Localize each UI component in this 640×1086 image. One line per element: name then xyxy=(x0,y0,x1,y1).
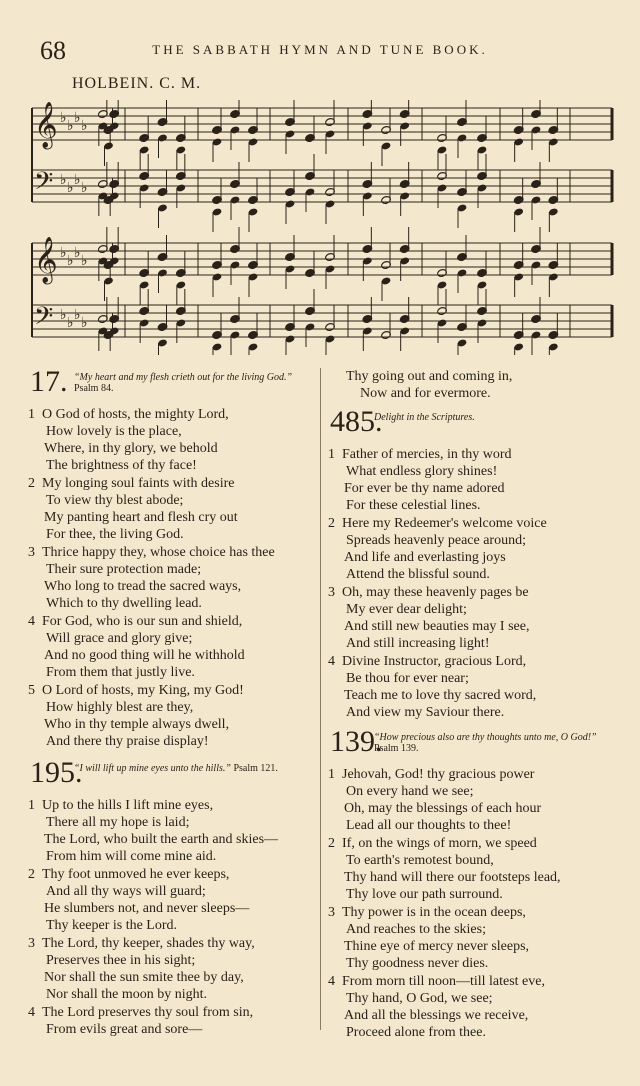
verse-line-text: And all the blessings we receive, xyxy=(344,1008,529,1023)
verse-line xyxy=(328,904,618,921)
flat-icon: ♭ xyxy=(60,111,67,126)
hymn-number: 17. xyxy=(30,365,68,398)
verse-line-text: And life and everlasting joys xyxy=(344,550,506,565)
verse-line xyxy=(328,783,618,800)
treble-clef-icon: 𝄞 xyxy=(34,237,58,282)
verse-line xyxy=(28,475,318,492)
verse xyxy=(28,544,318,612)
hymn-header xyxy=(28,365,318,404)
verse-line xyxy=(28,526,318,543)
verse-line-text: My longing soul faints with desire xyxy=(42,476,235,491)
verse-line-text: Oh, may these heavenly pages be xyxy=(342,585,529,600)
continuation-line: Now and for evermore. xyxy=(360,386,491,401)
verse-line xyxy=(328,973,618,990)
running-head: THE SABBATH HYMN AND TUNE BOOK. xyxy=(152,42,488,57)
verse-number: 2 xyxy=(28,476,35,491)
bass-clef-icon: 𝄢 xyxy=(34,168,54,201)
hymn-header xyxy=(28,756,318,795)
flat-icon: ♭ xyxy=(81,254,88,269)
verse-line-text: The Lord, thy keeper, shades thy way, xyxy=(42,936,255,951)
verse xyxy=(28,475,318,543)
verse-line-text: Which to thy dwelling lead. xyxy=(46,596,202,611)
verse-line xyxy=(328,670,618,687)
verse-line xyxy=(28,733,318,750)
verse-line xyxy=(328,566,618,583)
flat-icon: ♭ xyxy=(74,111,81,126)
hymn-header xyxy=(328,725,618,764)
verse-line-text: To view thy blest abode; xyxy=(46,493,184,508)
verse xyxy=(28,1004,318,1038)
verse-line xyxy=(328,584,618,601)
verse-line-text: Nor shall the sun smite thee by day, xyxy=(44,970,244,985)
verse-line xyxy=(28,664,318,681)
verse-line xyxy=(28,544,318,561)
verse-line xyxy=(328,835,618,852)
verse-line xyxy=(28,682,318,699)
continuation-line: Thy going out and coming in, xyxy=(346,369,513,384)
treble-clef-icon: 𝄞 xyxy=(34,102,58,147)
verse-line xyxy=(28,935,318,952)
verse-line-text: Jehovah, God! thy gracious power xyxy=(342,767,535,782)
verse-line xyxy=(328,800,618,817)
verse-line-text: Thy goodness never dies. xyxy=(346,956,489,971)
verse-line xyxy=(28,986,318,1003)
verse-line xyxy=(28,578,318,595)
flat-icon: ♭ xyxy=(74,173,81,188)
verse-line-text: What endless glory shines! xyxy=(346,464,498,479)
flat-icon: ♭ xyxy=(74,308,81,323)
verse-line-text: And still increasing light! xyxy=(346,636,490,651)
flat-icon: ♭ xyxy=(60,246,67,261)
verse-line-text: For God, who is our sun and shield, xyxy=(42,614,243,629)
hymn-quote-text: “My heart and my flesh crieth out for the living God.” xyxy=(74,372,293,383)
verse-line xyxy=(28,1004,318,1021)
verse-line xyxy=(28,831,318,848)
verse-number: 4 xyxy=(28,614,35,629)
hymn-epigraph xyxy=(74,372,314,394)
flat-icon: ♭ xyxy=(81,181,88,196)
verse-line xyxy=(28,814,318,831)
verse-line xyxy=(328,653,618,670)
column-divider xyxy=(320,368,321,1030)
verse-line-text: Their sure protection made; xyxy=(46,562,202,577)
bass-clef-icon: 𝄢 xyxy=(34,303,54,336)
verse-line-text: And reaches to the skies; xyxy=(346,922,486,937)
verse-line-text: He slumbers not, and never sleeps— xyxy=(44,901,250,916)
verse-line xyxy=(328,955,618,972)
verse-line-text: Teach me to love thy sacred word, xyxy=(344,688,537,703)
hymn-epigraph xyxy=(374,412,614,423)
verse-line xyxy=(328,635,618,652)
verse-line xyxy=(28,883,318,900)
verse xyxy=(328,835,618,903)
verse-line xyxy=(28,1021,318,1038)
verse-line xyxy=(28,866,318,883)
verse-line-text: And no good thing will he withhold xyxy=(44,648,245,663)
verse xyxy=(328,446,618,514)
flat-icon: ♭ xyxy=(60,173,67,188)
verse-number: 4 xyxy=(328,654,335,669)
verse-line-text: For ever be thy name adored xyxy=(344,481,505,496)
verse-line-text: Thy hand, O God, we see; xyxy=(346,991,493,1006)
hymn-reference: Psalm 121. xyxy=(233,763,278,774)
verse-line xyxy=(28,457,318,474)
verse-line-text: Attend the blissful sound. xyxy=(346,567,490,582)
verse-line-text: Thy foot unmoved he ever keeps, xyxy=(42,867,230,882)
verse-line xyxy=(328,766,618,783)
verse-line xyxy=(328,886,618,903)
verse-line-text: Thy hand will there our footsteps lead, xyxy=(344,870,561,885)
verse-line xyxy=(28,716,318,733)
flat-icon: ♭ xyxy=(67,254,74,269)
verse xyxy=(28,866,318,934)
verse-line xyxy=(28,613,318,630)
verse-line-text: The Lord preserves thy soul from sin, xyxy=(42,1005,254,1020)
verse xyxy=(328,515,618,583)
verse-line-text: Proceed alone from thee. xyxy=(346,1025,486,1040)
verse-line-text: O Lord of hosts, my King, my God! xyxy=(42,683,244,698)
verse-line xyxy=(28,797,318,814)
hymn-quote-text: Delight in the Scriptures. xyxy=(374,412,475,423)
verse-line xyxy=(28,699,318,716)
verse-line-text: Thy keeper is the Lord. xyxy=(46,918,178,933)
hymn-quote-text: “I will lift up mine eyes unto the hills.” xyxy=(74,763,231,774)
music-score xyxy=(30,100,620,355)
verse-line xyxy=(28,952,318,969)
verse-line-text: And still new beauties may I see, xyxy=(344,619,530,634)
verse-number: 2 xyxy=(328,836,335,851)
verse-line xyxy=(328,601,618,618)
verse-line xyxy=(28,595,318,612)
verse xyxy=(28,613,318,681)
verse-line-text: My panting heart and flesh cry out xyxy=(44,510,238,525)
verse-line xyxy=(328,990,618,1007)
verse-line xyxy=(28,561,318,578)
verse-line xyxy=(328,921,618,938)
verse-line-text: Here my Redeemer's welcome voice xyxy=(342,516,547,531)
verse-line xyxy=(328,497,618,514)
verse-line-text: Oh, may the blessings of each hour xyxy=(344,801,542,816)
verse-line xyxy=(28,423,318,440)
verse-line-text: On every hand we see; xyxy=(346,784,474,799)
verse-number: 1 xyxy=(328,447,335,462)
verse-line xyxy=(328,938,618,955)
verse-line xyxy=(28,647,318,664)
verse xyxy=(328,973,618,1041)
verse-line-text: Up to the hills I lift mine eyes, xyxy=(42,798,214,813)
verse-number: 1 xyxy=(28,407,35,422)
verse-line xyxy=(28,900,318,917)
verse xyxy=(328,904,618,972)
verse-line-text: To earth's remotest bound, xyxy=(346,853,494,868)
hymn-epigraph xyxy=(374,732,614,754)
verse-line-text: Preserves thee in his sight; xyxy=(46,953,196,968)
verse-line-text: Divine Instructor, gracious Lord, xyxy=(342,654,527,669)
verse-line-text: And all thy ways will guard; xyxy=(46,884,206,899)
verse-line xyxy=(28,406,318,423)
right-column xyxy=(328,368,618,1042)
verse-number: 4 xyxy=(328,974,335,989)
verse-number: 3 xyxy=(28,545,35,560)
flat-icon: ♭ xyxy=(81,119,88,134)
hymn-epigraph xyxy=(74,763,314,774)
verse xyxy=(28,406,318,474)
tune-title: HOLBEIN. C. M. xyxy=(72,75,202,92)
verse-line-text: Be thou for ever near; xyxy=(346,671,469,686)
verse-line xyxy=(328,817,618,834)
flat-icon: ♭ xyxy=(67,181,74,196)
verse-line xyxy=(328,704,618,721)
verse-line-text: From evils great and sore— xyxy=(46,1022,203,1037)
verse-number: 5 xyxy=(28,683,35,698)
flat-icon: ♭ xyxy=(60,308,67,323)
verse-number: 3 xyxy=(328,585,335,600)
verse-line xyxy=(328,515,618,532)
verse-line-text: And view my Saviour there. xyxy=(346,705,505,720)
verse-line-text: If, on the wings of morn, we speed xyxy=(342,836,537,851)
verse-line-text: From him will come mine aid. xyxy=(46,849,217,864)
left-column xyxy=(28,365,318,1039)
verse-line xyxy=(328,463,618,480)
verse-line xyxy=(328,1007,618,1024)
verse-line-text: My ever dear delight; xyxy=(346,602,467,617)
verse-line-text: O God of hosts, the mighty Lord, xyxy=(42,407,229,422)
verse-line-text: There all my hope is laid; xyxy=(46,815,190,830)
hymn-number: 139. xyxy=(330,725,383,758)
verse xyxy=(28,935,318,1003)
verse-number: 2 xyxy=(328,516,335,531)
verse-line xyxy=(28,848,318,865)
flat-icon: ♭ xyxy=(74,246,81,261)
verse-line-text: For thee, the living God. xyxy=(46,527,184,542)
verse-line xyxy=(28,969,318,986)
verse-line xyxy=(328,852,618,869)
verse xyxy=(328,653,618,721)
verse-line-text: How lovely is the place, xyxy=(46,424,182,439)
verse-line xyxy=(28,509,318,526)
flat-icon: ♭ xyxy=(81,316,88,331)
verse-line xyxy=(28,492,318,509)
verse-line xyxy=(28,630,318,647)
verse-line xyxy=(328,549,618,566)
verse xyxy=(28,682,318,750)
verse-line-text: Thy power is in the ocean deeps, xyxy=(342,905,526,920)
verse-number: 1 xyxy=(28,798,35,813)
flat-icon: ♭ xyxy=(67,316,74,331)
verse-line-text: Thrice happy they, whose choice has thee xyxy=(42,545,275,560)
verse-line-text: And there thy praise display! xyxy=(46,734,209,749)
verse xyxy=(328,584,618,652)
verse-line-text: Where, in thy glory, we behold xyxy=(44,441,218,456)
verse-line xyxy=(328,687,618,704)
verse-line-text: From morn till noon—till latest eve, xyxy=(342,974,545,989)
verse-line xyxy=(328,869,618,886)
page-number: 68 xyxy=(40,36,66,65)
verse-number: 1 xyxy=(328,767,335,782)
verse xyxy=(28,797,318,865)
verse-line-text: Thy love our path surround. xyxy=(346,887,503,902)
verse-line-text: Spreads heavenly peace around; xyxy=(346,533,526,548)
verse-line-text: Who long to tread the sacred ways, xyxy=(44,579,242,594)
verse-line-text: The brightness of thy face! xyxy=(46,458,197,473)
verse-line-text: How highly blest are they, xyxy=(46,700,194,715)
verse-line xyxy=(328,480,618,497)
verse-line xyxy=(28,440,318,457)
hymn-number: 485. xyxy=(330,405,383,438)
verse-line xyxy=(328,618,618,635)
hymn-reference: Psalm 84. xyxy=(74,383,114,394)
hymn-quote-text: “How precious also are thy thoughts unto me, O God!” xyxy=(374,732,597,743)
verse-line-text: Who in thy temple always dwell, xyxy=(44,717,230,732)
hymn-number: 195. xyxy=(30,756,83,789)
verse-line-text: Thine eye of mercy never sleeps, xyxy=(344,939,530,954)
hymn-header xyxy=(328,405,618,444)
verse-line xyxy=(328,532,618,549)
verse-line-text: Nor shall the moon by night. xyxy=(46,987,207,1002)
verse-line xyxy=(28,917,318,934)
verse xyxy=(328,766,618,834)
verse-line-text: Father of mercies, in thy word xyxy=(342,447,512,462)
verse-line-text: From them that justly live. xyxy=(46,665,195,680)
hymn-reference: Psalm 139. xyxy=(374,743,419,754)
verse-line-text: Lead all our thoughts to thee! xyxy=(346,818,512,833)
verse-number: 2 xyxy=(28,867,35,882)
verse-number: 3 xyxy=(28,936,35,951)
verse-line-text: For these celestial lines. xyxy=(346,498,481,513)
verse-line-text: The Lord, who built the earth and skies— xyxy=(44,832,279,847)
flat-icon: ♭ xyxy=(67,119,74,134)
verse-line-text: Will grace and glory give; xyxy=(46,631,193,646)
verse-number: 4 xyxy=(28,1005,35,1020)
verse-line xyxy=(328,1024,618,1041)
verse-line xyxy=(328,446,618,463)
verse-number: 3 xyxy=(328,905,335,920)
